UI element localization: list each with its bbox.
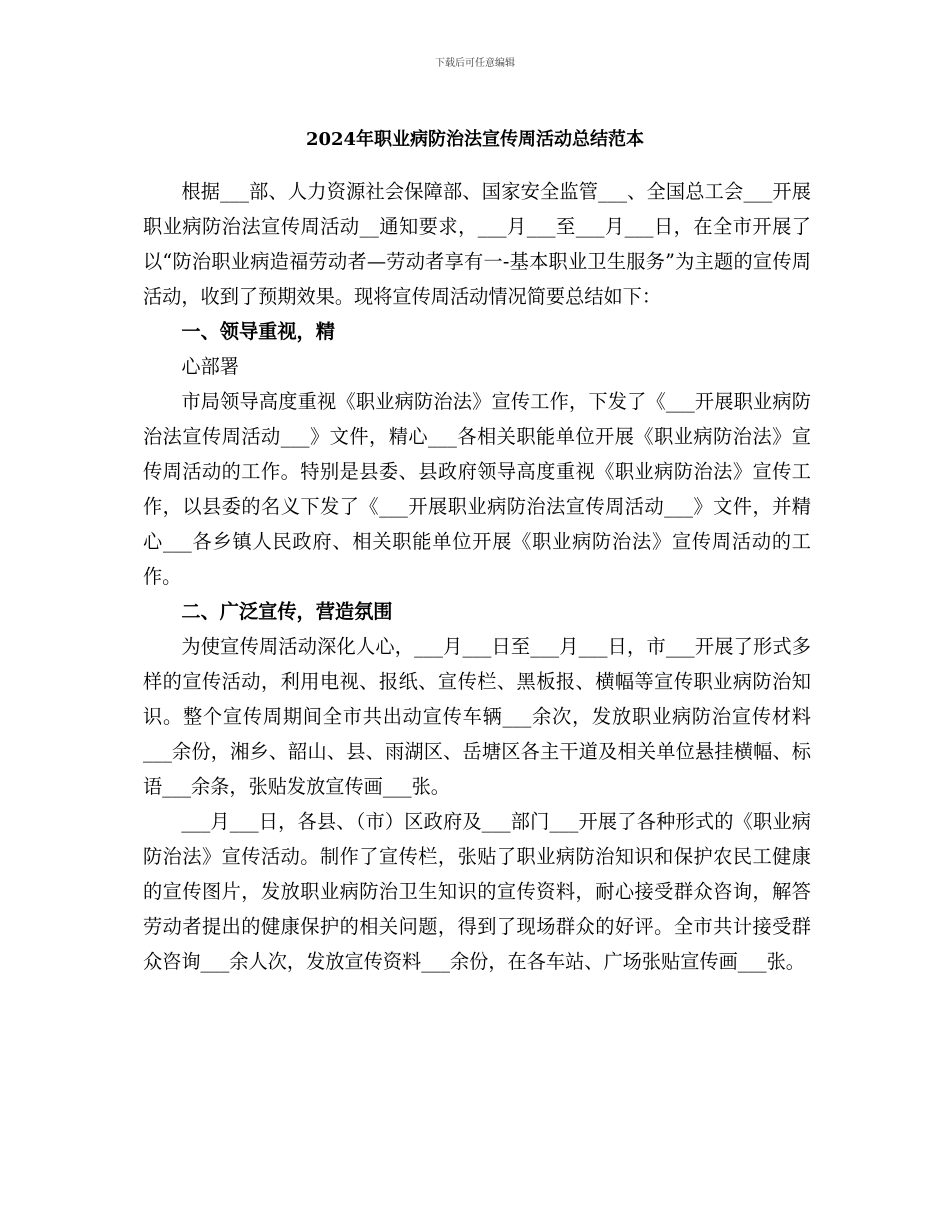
body-paragraph-3: ___月___日，各县、（市）区政府及___部门___开展了各种形式的《职业病防治法》宣传活动。制作了宣传栏，张贴了职业病防治知识和保护农民工健康的宣传图片，发放职业病防治卫生知识的宣传资料，耐心接受群众咨询，解答劳动者提出的健康保护的相关问题，得到了现场群众的好评。全市共计接受群众咨询___余人次，发放宣传资料___余份，在各车站、广场张贴宣传画___张。 [143,810,811,973]
section-heading-2: 二、广泛宣传，营造氛围 [181,600,393,623]
section-heading-1-continuation: 心部署 [181,355,239,378]
intro-paragraph: 根据___部、人力资源社会保障部、国家安全监管___、全国总工会___开展职业病防治法宣传周活动__通知要求，___月___至___月___日，在全市开展了以“防治职业病造福劳动者—劳动者享有一-基本职业卫生服务”为主题的宣传周活动，收到了预期效果。现将宣传周活动情况简要总结如下： [143,180,811,308]
section-heading-1: 一、领导重视，精 [181,320,335,343]
body-paragraph-1: 市局领导高度重视《职业病防治法》宣传工作，下发了《___开展职业病防治法宣传周活动___》文件，精心___各相关职能单位开展《职业病防治法》宣传周活动的工作。特别是县委、县政府领导高度重视《职业病防治法》宣传工作，以县委的名义下发了《___开展职业病防治法宣传周活动___》文件，并精心___各乡镇人民政府、相关职能单位开展《职业病防治法》宣传周活动的工作。 [143,390,811,588]
document-body [143,174,811,979]
page-header: 下载后可任意编辑 [435,58,515,69]
body-paragraph-2: 为使宣传周活动深化人心，___月___日至___月___日，市___开展了形式多样的宣传活动，利用电视、报纸、宣传栏、黑板报、横幅等宣传职业病防治知识。整个宣传周期间全市共出动宣传车辆___余次，发放职业病防治宣传材料___余份，湘乡、韶山、县、雨湖区、岳塘区各主干道及相关单位悬挂横幅、标语___余条，张贴发放宣传画___张。 [143,635,811,798]
document-title: 2024年职业病防治法宣传周活动总结范本 [305,129,645,150]
